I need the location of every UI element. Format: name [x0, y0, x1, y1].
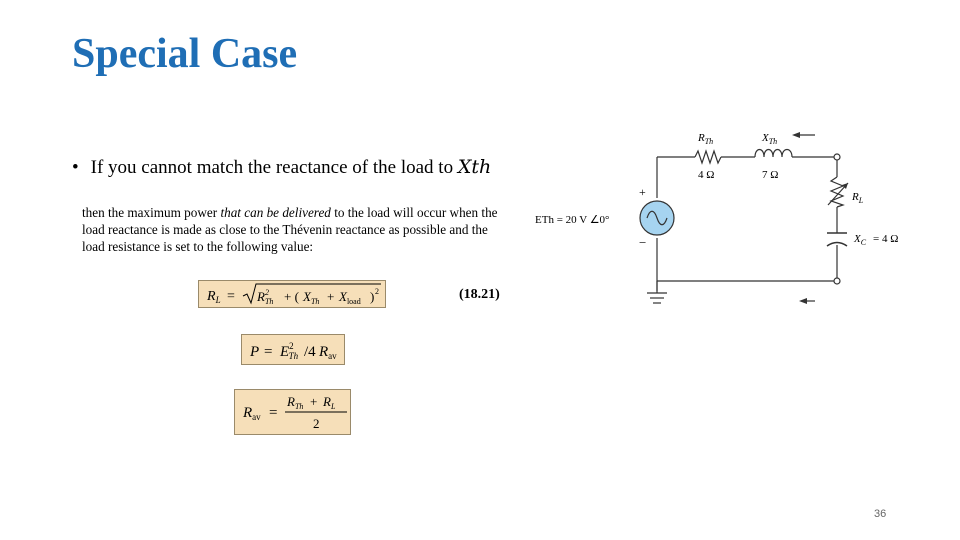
svg-text:+: + — [310, 394, 318, 409]
svg-text:=: = — [269, 405, 278, 421]
svg-text:RL: $R_L$ — [323, 394, 336, 411]
source-label: ETh = 20 V ∠0° — [535, 214, 610, 226]
svg-text:+: + — [327, 289, 335, 304]
bullet-math: Xth — [457, 156, 492, 178]
svg-text:): ) — [370, 289, 375, 304]
svg-text:RL: $R_L$ — [852, 191, 864, 205]
equation-average-resistance — [234, 389, 351, 435]
equation-power — [241, 334, 345, 365]
svg-text:2: 2 — [375, 287, 379, 296]
paragraph-italic: that can be delivered — [220, 205, 331, 220]
source-minus: − — [639, 235, 647, 250]
svg-text:XTh: $X_{Th}$ — [762, 132, 778, 146]
paragraph-part1: then the maximum power — [82, 205, 221, 220]
svg-text:RL: $R_L$ — [207, 289, 221, 305]
bullet-text: If you cannot match the reactance of the load to — [90, 157, 458, 178]
source-plus: + — [639, 185, 646, 199]
svg-text:Rav: $R_{av}$ — [319, 344, 337, 361]
svg-text:=: = — [227, 289, 235, 304]
svg-text:R2Th: $R^2$ Th — [257, 288, 274, 306]
xc-value: = 4 Ω — [873, 233, 899, 245]
svg-text:/4: /4 — [304, 344, 316, 360]
bullet-dot: • — [72, 157, 79, 178]
bullet-point — [72, 156, 491, 179]
explanation-paragraph — [82, 204, 512, 255]
svg-text:RTh: $R_{Th}$ — [287, 394, 304, 411]
bullet-math-sub: th — [471, 156, 492, 178]
svg-text:2: 2 — [313, 416, 320, 431]
rth-value: 4 Ω — [698, 169, 715, 181]
svg-text:E2Th: $E^2$ Th — [280, 341, 299, 361]
page-number: 36 — [874, 508, 887, 520]
svg-text:=: = — [264, 344, 273, 360]
thevenin-circuit-diagram — [530, 125, 930, 320]
equation-load-resistance — [198, 280, 386, 308]
equation-number: (18.21) — [459, 287, 500, 302]
svg-text:XTh: $X_{Th}$ — [303, 289, 320, 306]
rth-resistor — [695, 151, 721, 163]
svg-text:+ (: + ( — [284, 289, 299, 304]
slide-title: Special Case — [72, 31, 298, 77]
svg-text:Xload: $X_{load}$ — [339, 289, 361, 306]
xth-inductor — [755, 150, 792, 158]
svg-text:RTh: $R_{Th}$ — [698, 132, 714, 146]
rl-resistor — [831, 177, 843, 207]
paragraph-part2: to the load will occur when the load reactance is made as close to the Thévenin reactance as possible and the load resistance is set to the following value: — [82, 205, 498, 254]
svg-text:XC: $X_C$ — [854, 233, 867, 247]
xth-value: 7 Ω — [762, 169, 779, 181]
capacitor-symbol — [827, 233, 847, 246]
svg-text:P: P — [250, 344, 260, 360]
svg-text:Rav: $R_{av}$ — [243, 405, 261, 422]
